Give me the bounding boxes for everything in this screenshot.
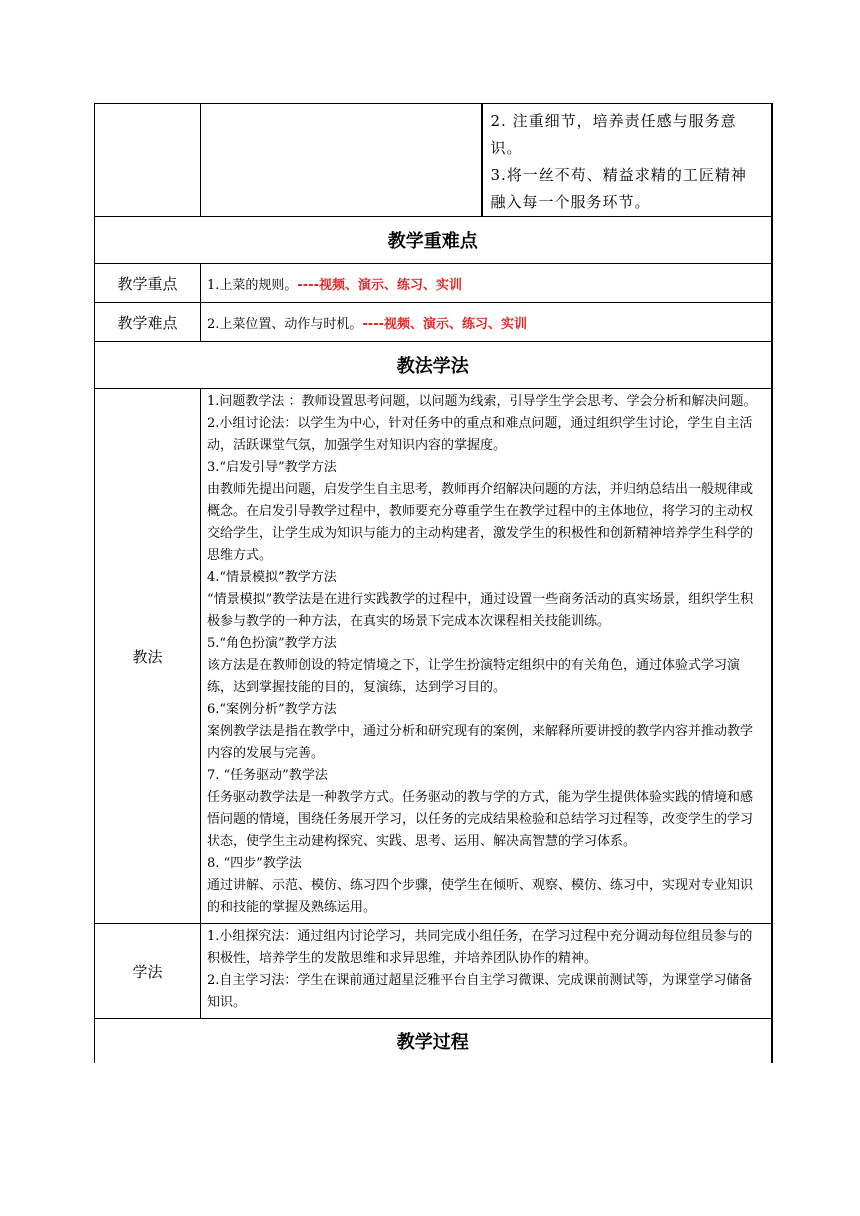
key-points-heading-row [95, 217, 772, 264]
methods-heading-row [95, 342, 772, 389]
difficulty-row [95, 303, 772, 342]
lesson-plan-table [94, 103, 773, 1063]
section-heading: 教学重难点 [95, 217, 772, 264]
method-line: 案例教学法是指在教学中，通过分析和研究现有的案例，来解释所要讲授的教学内容并推动教学内容的发展与完善。 [207, 724, 754, 761]
method-line: 6.“案例分析”教学方法 [207, 702, 337, 717]
focus-content [201, 264, 772, 303]
learning-methods-content [201, 924, 772, 1019]
section-heading: 教法学法 [95, 342, 772, 389]
method-line: 3.“启发引导”教学方法 [207, 460, 337, 475]
objectives-row [95, 104, 772, 217]
method-line: 该方法是在教师创设的特定情境之下，让学生扮演特定组织中的有关角色，通过体验式学习演练，达到掌握技能的目的，复演练，达到学习目的。 [207, 658, 741, 695]
objective-line: 3.将一丝不苟、精益求精的工匠精神融入每一个服务环节。 [490, 166, 747, 211]
focus-text: 1.上菜的规则。 [207, 277, 298, 293]
empty-cell [95, 104, 201, 217]
difficulty-highlight: ----视频、演示、练习、实训 [362, 316, 527, 332]
empty-cell [201, 104, 482, 217]
method-line: 2.自主学习法：学生在课前通过超星泛雅平台自主学习微课、完成课前测试等，为课堂学习储备知识。 [207, 973, 753, 1010]
learning-methods-label: 学法 [95, 924, 201, 1019]
method-line: 1.问题教学法 ：教师设置思考问题，以问题为线索，引导学生学会思考、学会分析和解决问题。 [207, 394, 757, 409]
teaching-methods-row [95, 389, 772, 924]
difficulty-content [201, 303, 772, 342]
focus-highlight: ----视频、演示、练习、实训 [297, 277, 462, 293]
method-line: 任务驱动教学法是一种教学方式。任务驱动的教与学的方式，能为学生提供体验实践的情境和感悟问题的情境，围绕任务展开学习，以任务的完成结果检验和总结学习过程等，改变学生的学习状态，使学生主动建构探究、实践、思考、运用、解决高智慧的学习体系。 [207, 790, 754, 849]
teaching-methods-label: 教法 [95, 389, 201, 924]
method-line: 8. “四步”教学法 [207, 856, 302, 871]
method-line: 5.“角色扮演”教学方法 [207, 636, 337, 651]
method-line: 通过讲解、示范、模仿、练习四个步骤，使学生在倾听、观察、模仿、练习中，实现对专业知识的和技能的掌握及熟练运用。 [207, 878, 754, 915]
method-line: 4.“情景模拟”教学方法 [207, 570, 337, 585]
process-heading-row [95, 1019, 772, 1064]
teaching-methods-content [201, 389, 772, 924]
section-heading: 教学过程 [95, 1019, 772, 1064]
focus-row [95, 264, 772, 303]
learning-methods-row [95, 924, 772, 1019]
difficulty-label: 教学难点 [95, 303, 201, 342]
method-line: 2.小组讨论法：以学生为中心，针对任务中的重点和难点问题，通过组织学生讨论，学生自主活动，活跃课堂气氛，加强学生对知识内容的掌握度。 [207, 416, 753, 453]
method-line: 7. “任务驱动”教学法 [207, 768, 328, 783]
objective-line: 2. 注重细节，培养责任感与服务意识。 [490, 112, 737, 157]
focus-label: 教学重点 [95, 264, 201, 303]
quality-objectives-cell [482, 104, 772, 217]
method-line: “情景模拟”教学法是在进行实践教学的过程中，通过设置一些商务活动的真实场景，组织学生积极参与教学的一种方法，在真实的场景下完成本次课程相关技能训练。 [207, 592, 754, 629]
method-line: 由教师先提出问题，启发学生自主思考，教师再介绍解决问题的方法，并归纳总结出一般规律或概念。在启发引导教学过程中，教师要充分尊重学生在教学过程中的主体地位，将学习的主动权交给学生，让学生成为知识与能力的主动构建者，激发学生的积极性和创新精神培养学生科学的思维方式。 [207, 482, 754, 563]
difficulty-text: 2.上菜位置、动作与时机。 [207, 316, 363, 332]
method-line: 1.小组探究法：通过组内讨论学习，共同完成小组任务，在学习过程中充分调动每位组员参与的积极性，培养学生的发散思维和求异思维，并培养团队协作的精神。 [207, 929, 753, 966]
